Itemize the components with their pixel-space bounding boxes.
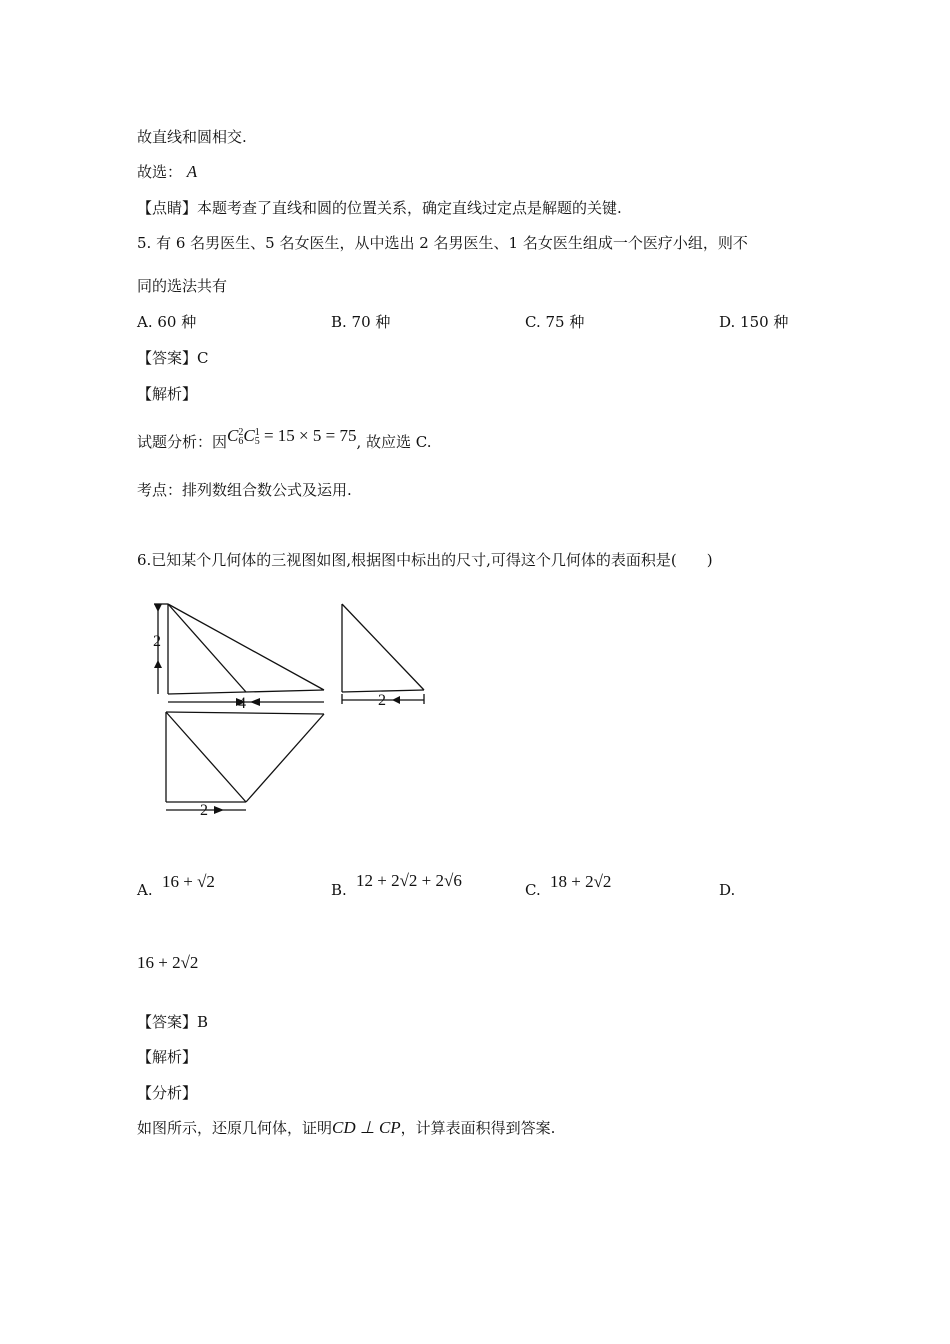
choice-prefix: 故选：	[137, 163, 183, 181]
q5-analysis-heading: 【解析】	[137, 385, 198, 403]
top-view-edge	[166, 712, 324, 714]
top-width-label: 2	[200, 802, 208, 819]
q6-option-b-letter: B.	[331, 881, 347, 899]
q6-last-suffix: ，计算表面积得到答案.	[400, 1119, 556, 1137]
q5-analysis-detail	[137, 426, 432, 452]
front-width-label: 4	[238, 695, 246, 712]
arrow-right	[214, 806, 224, 814]
q6-answer: 【答案】B	[137, 1013, 209, 1031]
side-width-label: 2	[378, 692, 386, 709]
q5-option-a: A. 60 种	[137, 313, 197, 331]
choice-variable: A	[186, 162, 198, 181]
q6-last-math: CD ⊥ CP	[332, 1118, 401, 1137]
q5-detail-prefix: 试题分析：因	[137, 433, 228, 451]
q5-option-c: C. 75 种	[525, 313, 585, 331]
q6-option-a-expr: 16 + √2	[162, 872, 215, 891]
front-view-edge	[168, 690, 324, 694]
top-view-edge	[166, 712, 246, 802]
arrow-down	[154, 660, 162, 668]
question-6-line: 6.已知某个几何体的三视图如图,根据图中标出的尺寸,可得这个几何体的表面积是( )	[137, 551, 713, 569]
q6-option-a-letter: A.	[137, 881, 153, 899]
q6-option-d-letter: D.	[719, 881, 736, 899]
q6-option-c-expr: 18 + 2√2	[550, 872, 612, 891]
question-5-line-1: 5. 有 6 名男医生、5 名女医生，从中选出 2 名男医生、1 名女医生组成一个医疗小组，则不	[137, 234, 748, 252]
q6-option-c-letter: C.	[525, 881, 541, 899]
text-line-comment: 【点睛】本题考查了直线和圆的位置关系，确定直线过定点是解题的关键.	[137, 199, 622, 217]
q5-formula: C 2 6 C 1 5 = 15 × 5 = 75	[227, 426, 357, 448]
top-view-edge	[246, 714, 324, 802]
q5-answer: 【答案】C	[137, 349, 209, 367]
front-height-label: 2	[153, 633, 161, 650]
front-view-edge	[168, 604, 246, 692]
q6-option-b-expr: 12 + 2√2 + 2√6	[356, 871, 462, 890]
arrow-left	[250, 698, 260, 706]
q6-analysis-heading: 【解析】	[137, 1048, 198, 1066]
q5-detail-suffix: , 故应选 C.	[356, 433, 432, 451]
q6-last-prefix: 如图所示，还原几何体，证明	[137, 1119, 333, 1137]
q6-fenxi-heading: 【分析】	[137, 1084, 198, 1102]
text-line-choice	[137, 162, 197, 182]
side-view-edge	[342, 604, 424, 690]
arrow-up	[154, 604, 162, 612]
text-line-conclusion: 故直线和圆相交.	[137, 128, 247, 146]
question-5-line-2: 同的选法共有	[137, 277, 228, 295]
front-view-edge	[168, 604, 324, 690]
arrow-left	[392, 696, 400, 704]
q6-option-d-expr: 16 + 2√2	[137, 953, 199, 972]
q6-last-line	[137, 1118, 555, 1138]
q5-point: 考点：排列数组合数公式及运用.	[137, 481, 352, 499]
three-view-figure	[150, 598, 440, 820]
q5-option-b: B. 70 种	[331, 313, 391, 331]
q5-option-d: D. 150 种	[719, 313, 789, 331]
